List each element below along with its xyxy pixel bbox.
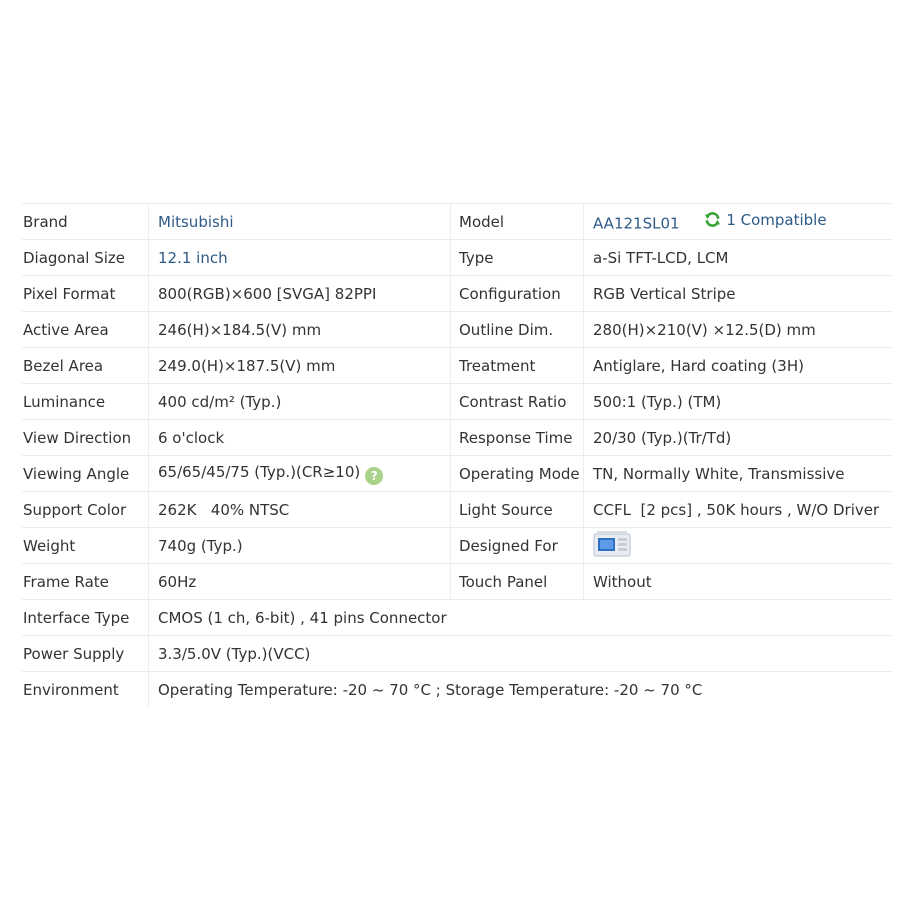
type-label: Type [451, 240, 584, 276]
weight-label: Weight [22, 528, 149, 564]
viewing-angle-value: 65/65/45/75 (Typ.)(CR≥10) [158, 462, 361, 481]
compatible-label: 1 Compatible [726, 210, 827, 229]
outline-dim-value: 280(H)×210(V) ×12.5(D) mm [584, 312, 893, 348]
configuration-label: Configuration [451, 276, 584, 312]
designed-for-label: Designed For [451, 528, 584, 564]
table-row [22, 636, 892, 672]
viewing-angle-label: Viewing Angle [22, 456, 149, 492]
active-area-value: 246(H)×184.5(V) mm [149, 312, 451, 348]
model-link[interactable]: AA121SL01 [593, 214, 680, 233]
active-area-label: Active Area [22, 312, 149, 348]
diagonal-label: Diagonal Size [22, 240, 149, 276]
touch-panel-label: Touch Panel [451, 564, 584, 600]
table-row [22, 384, 892, 420]
spec-table [22, 203, 892, 707]
support-color-value: 262K 40% NTSC [149, 492, 451, 528]
pixel-format-label: Pixel Format [22, 276, 149, 312]
brand-label: Brand [22, 204, 149, 240]
table-row [22, 204, 892, 240]
view-direction-value: 6 o'clock [149, 420, 451, 456]
table-row [22, 456, 892, 492]
configuration-value: RGB Vertical Stripe [584, 276, 893, 312]
diagonal-link[interactable]: 12.1 inch [158, 248, 228, 267]
interface-type-label: Interface Type [22, 600, 149, 636]
light-source-label: Light Source [451, 492, 584, 528]
viewing-angle-cell [149, 456, 451, 492]
table-row [22, 240, 892, 276]
view-direction-label: View Direction [22, 420, 149, 456]
type-value: a-Si TFT-LCD, LCM [584, 240, 893, 276]
outline-dim-label: Outline Dim. [451, 312, 584, 348]
operating-mode-value: TN, Normally White, Transmissive [584, 456, 893, 492]
weight-value: 740g (Typ.) [149, 528, 451, 564]
brand-link[interactable]: Mitsubishi [158, 212, 234, 231]
luminance-label: Luminance [22, 384, 149, 420]
light-source-value: CCFL [2 pcs] , 50K hours , W/O Driver [584, 492, 893, 528]
contrast-ratio-label: Contrast Ratio [451, 384, 584, 420]
table-row [22, 564, 892, 600]
device-thumbnail[interactable] [593, 530, 631, 562]
pixel-format-value: 800(RGB)×600 [SVGA] 82PPI [149, 276, 451, 312]
table-row [22, 276, 892, 312]
table-row [22, 672, 892, 708]
table-row [22, 600, 892, 636]
contrast-ratio-value: 500:1 (Typ.) (TM) [584, 384, 893, 420]
table-row [22, 492, 892, 528]
bezel-area-label: Bezel Area [22, 348, 149, 384]
table-row [22, 312, 892, 348]
power-supply-label: Power Supply [22, 636, 149, 672]
table-row [22, 348, 892, 384]
touch-panel-value: Without [584, 564, 893, 600]
operating-mode-label: Operating Mode [451, 456, 584, 492]
power-supply-value: 3.3/5.0V (Typ.)(VCC) [149, 636, 893, 672]
interface-type-value: CMOS (1 ch, 6-bit) , 41 pins Connector [149, 600, 893, 636]
support-color-label: Support Color [22, 492, 149, 528]
luminance-value: 400 cd/m² (Typ.) [149, 384, 451, 420]
compatible-link[interactable] [704, 211, 826, 229]
frame-rate-value: 60Hz [149, 564, 451, 600]
environment-value: Operating Temperature: -20 ~ 70 °C ; Storage Temperature: -20 ~ 70 °C [149, 672, 893, 708]
environment-label: Environment [23, 680, 119, 699]
table-row [22, 528, 892, 564]
model-label: Model [451, 204, 584, 240]
refresh-icon [704, 211, 721, 228]
treatment-value: Antiglare, Hard coating (3H) [584, 348, 893, 384]
treatment-label: Treatment [451, 348, 584, 384]
help-icon[interactable]: ? [365, 467, 383, 485]
response-time-value: 20/30 (Typ.)(Tr/Td) [584, 420, 893, 456]
response-time-label: Response Time [451, 420, 584, 456]
designed-for-cell [584, 528, 893, 564]
bezel-area-value: 249.0(H)×187.5(V) mm [149, 348, 451, 384]
table-row [22, 420, 892, 456]
frame-rate-label: Frame Rate [22, 564, 149, 600]
